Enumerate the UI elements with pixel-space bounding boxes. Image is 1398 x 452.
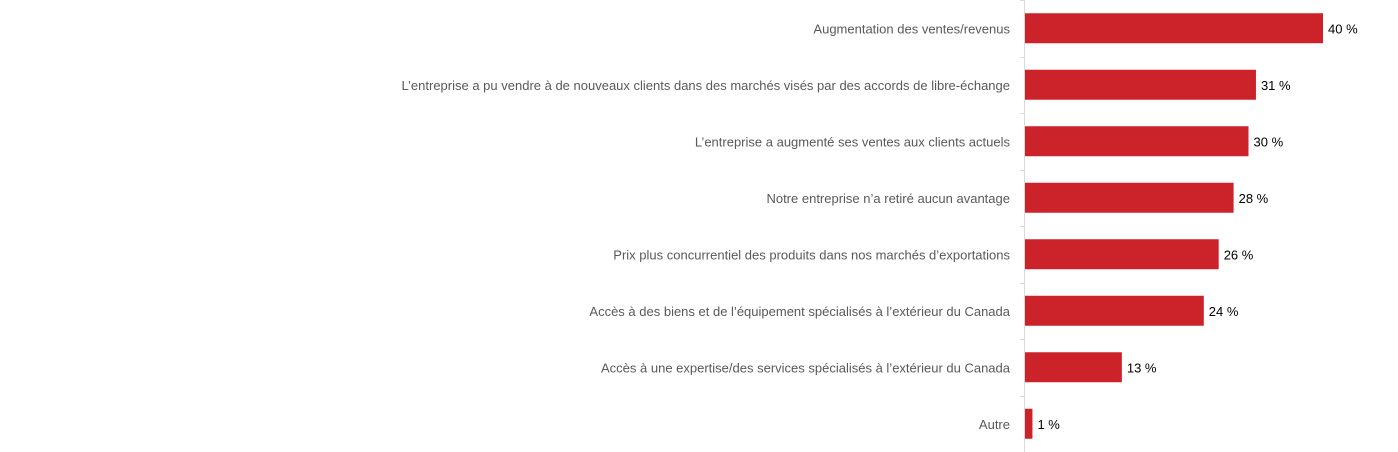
- bar: [1025, 126, 1249, 156]
- data-label: 28 %: [1238, 190, 1269, 206]
- category-label: L’entreprise a pu vendre à de nouveaux clients dans des marchés visés par des accords de libre-échange: [401, 77, 1010, 93]
- category-label: Accès à une expertise/des services spécialisés à l’extérieur du Canada: [601, 360, 1010, 376]
- bar: [1025, 239, 1219, 269]
- bar: [1025, 352, 1122, 382]
- data-label: 1 %: [1037, 416, 1060, 432]
- bar: [1025, 13, 1323, 43]
- bar: [1025, 409, 1032, 439]
- bar: [1025, 296, 1204, 326]
- data-label: 13 %: [1126, 360, 1157, 376]
- category-label: Autre: [978, 416, 1010, 432]
- data-label: 31 %: [1260, 77, 1291, 93]
- data-label: 30 %: [1253, 134, 1284, 150]
- data-label: 26 %: [1223, 247, 1254, 263]
- data-label: 24 %: [1208, 303, 1239, 319]
- data-label: 40 %: [1328, 21, 1358, 37]
- bar: [1025, 70, 1256, 100]
- category-label: L’entreprise a augmenté ses ventes aux clients actuels: [694, 134, 1010, 150]
- category-label: Prix plus concurrentiel des produits dans nos marchés d’exportations: [613, 247, 1010, 263]
- category-label: Notre entreprise n’a retiré aucun avantage: [766, 190, 1010, 206]
- category-label: Accès à des biens et de l’équipement spécialisés à l’extérieur du Canada: [589, 303, 1010, 319]
- bar: [1025, 183, 1234, 213]
- category-label: Augmentation des ventes/revenus: [813, 21, 1010, 37]
